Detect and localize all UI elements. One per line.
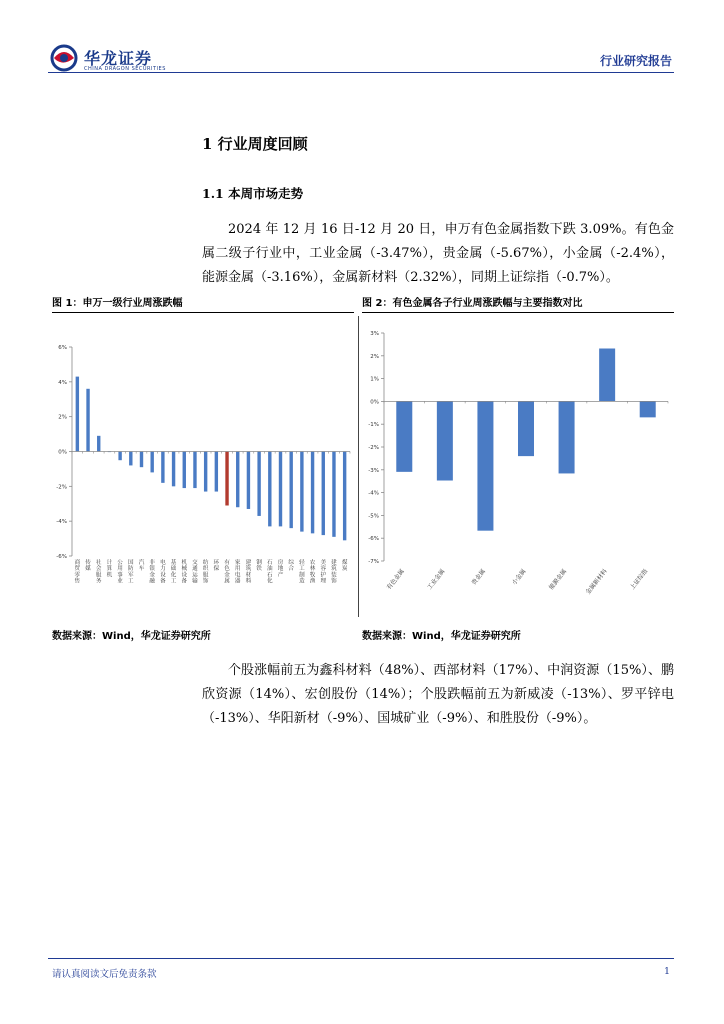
y-tick-label: -5% bbox=[368, 513, 379, 520]
y-tick-label: -3% bbox=[368, 467, 379, 474]
bar bbox=[257, 452, 260, 516]
bar bbox=[322, 452, 325, 536]
bar bbox=[172, 452, 175, 487]
page-number: 1 bbox=[664, 966, 671, 977]
x-category-label: 建筑装饰 bbox=[331, 560, 337, 585]
x-category-label: 交通运输 bbox=[192, 560, 198, 585]
dragon-logo-icon bbox=[48, 44, 80, 72]
y-tick-label: -6% bbox=[56, 554, 67, 560]
bar bbox=[279, 452, 282, 527]
x-category-label: 上证综指 bbox=[628, 567, 650, 592]
bar bbox=[140, 452, 143, 468]
y-tick-label: 0% bbox=[58, 449, 67, 456]
figure2-chart bbox=[362, 316, 674, 617]
figure1-chart bbox=[52, 316, 356, 617]
x-category-label: 商贸零售 bbox=[74, 560, 81, 585]
x-category-label: 纺织服饰 bbox=[202, 560, 209, 585]
x-category-label: 有色金属 bbox=[224, 560, 230, 585]
bar bbox=[300, 452, 303, 532]
x-category-label: 家用电器 bbox=[234, 560, 241, 585]
bar bbox=[311, 452, 314, 534]
logo-subtext: CHINA DRAGON SECURITIES bbox=[84, 66, 166, 72]
bar bbox=[76, 377, 79, 452]
disclaimer-note: 请认真阅读文后免责条款 bbox=[52, 969, 157, 980]
bar bbox=[396, 401, 412, 471]
x-category-label: 社会服务 bbox=[95, 560, 102, 585]
market-summary-paragraph: 2024 年 12 月 16 日-12 月 20 日，申万有色金属指数下跌 3.09%。有色金属二级子行业中，工业金属（-3.47%），贵金属（-5.67%），小金属（-2.4%），能源金属（-3.16%），金属新材料（2.32%），同期上证综指（-0.7%）。 bbox=[202, 222, 674, 285]
y-tick-label: 3% bbox=[370, 331, 379, 337]
x-category-label: 煤炭 bbox=[341, 560, 348, 573]
x-category-label: 能源金属 bbox=[547, 567, 569, 592]
company-logo bbox=[48, 44, 188, 74]
bar bbox=[204, 452, 207, 492]
x-category-label: 非银金融 bbox=[149, 560, 155, 585]
figure1-title-rule bbox=[52, 312, 354, 313]
section-title: 1 行业周度回顾 bbox=[202, 135, 308, 153]
figure1-source: 数据来源：Wind，华龙证券研究所 bbox=[52, 631, 211, 642]
bar bbox=[86, 389, 89, 452]
x-category-label: 贵金属 bbox=[470, 567, 488, 587]
subindustry-weekly-change-chart bbox=[362, 316, 674, 617]
figure-separator bbox=[358, 316, 359, 617]
bar bbox=[599, 349, 615, 402]
x-category-label: 汽车 bbox=[138, 560, 145, 573]
y-tick-label: -1% bbox=[368, 422, 379, 429]
bar bbox=[97, 436, 100, 452]
stock-movers-paragraph: 个股涨幅前五为鑫科材料（48%）、西部材料（17%）、中润资源（15%）、鹏欣资源（14%）、宏创股份（14%）；个股跌幅前五为新威凌（-13%）、罗平锌电（-13%）、华阳新材（-9%）、国城矿业（-9%）、和胜股份（-9%）。 bbox=[202, 663, 674, 726]
x-category-label: 美容护理 bbox=[320, 560, 327, 585]
bar bbox=[343, 452, 346, 541]
bar bbox=[477, 401, 493, 530]
x-category-label: 小金属 bbox=[510, 567, 528, 587]
y-tick-label: -7% bbox=[368, 559, 379, 565]
figure2-source: 数据来源：Wind，华龙证券研究所 bbox=[362, 631, 521, 642]
bar bbox=[247, 452, 250, 509]
bar bbox=[225, 452, 228, 506]
y-tick-label: -4% bbox=[56, 519, 67, 526]
y-tick-label: 2% bbox=[370, 353, 379, 360]
figure2-title: 图 2：有色金属各子行业周涨跌幅与主要指数对比 bbox=[362, 298, 583, 309]
bar bbox=[183, 452, 186, 489]
y-tick-label: -2% bbox=[56, 484, 67, 491]
x-category-label: 公用事业 bbox=[117, 560, 123, 585]
y-tick-label: -6% bbox=[368, 536, 379, 543]
x-category-label: 环保 bbox=[213, 560, 220, 573]
bar bbox=[437, 401, 453, 480]
x-category-label: 金属新材料 bbox=[584, 567, 609, 596]
x-category-label: 机械设备 bbox=[181, 560, 188, 585]
bar bbox=[332, 452, 335, 537]
bar bbox=[640, 401, 656, 417]
bar bbox=[289, 452, 292, 529]
bar bbox=[193, 452, 196, 489]
x-category-label: 电力设备 bbox=[160, 560, 166, 585]
x-category-label: 房地产 bbox=[277, 560, 284, 579]
page-header bbox=[0, 0, 724, 75]
footer-divider bbox=[48, 958, 674, 959]
x-category-label: 基础化工 bbox=[170, 560, 177, 585]
x-category-label: 综合 bbox=[288, 560, 294, 573]
bar bbox=[268, 452, 271, 527]
figure1-title: 图 1：申万一级行业周涨跌幅 bbox=[52, 298, 183, 309]
figure2-title-rule bbox=[362, 312, 674, 313]
y-tick-label: -2% bbox=[368, 445, 379, 451]
x-category-label: 传媒 bbox=[85, 560, 91, 573]
report-type: 行业研究报告 bbox=[599, 54, 672, 68]
x-category-label: 建筑材料 bbox=[245, 560, 252, 585]
x-category-label: 工业金属 bbox=[426, 567, 447, 592]
x-category-label: 有色金属 bbox=[385, 567, 406, 592]
x-category-label: 石油石化 bbox=[267, 560, 273, 585]
bar bbox=[150, 452, 153, 473]
bar bbox=[518, 401, 534, 456]
x-category-label: 农林牧渔 bbox=[309, 560, 316, 585]
y-tick-label: 1% bbox=[370, 376, 379, 383]
y-tick-label: 0% bbox=[370, 399, 379, 406]
section-subtitle: 1.1 本周市场走势 bbox=[202, 186, 304, 201]
industry-weekly-change-chart bbox=[52, 316, 356, 617]
header-divider bbox=[48, 72, 674, 73]
bar bbox=[215, 452, 218, 492]
bar bbox=[236, 452, 239, 508]
x-category-label: 计算机 bbox=[106, 560, 113, 579]
x-category-label: 轻工制造 bbox=[299, 560, 305, 585]
bar bbox=[129, 452, 132, 466]
x-category-label: 国防军工 bbox=[128, 560, 134, 585]
bar bbox=[161, 452, 164, 483]
bar bbox=[559, 401, 575, 473]
logo-text: 华龙证券 bbox=[84, 49, 153, 68]
bar bbox=[118, 452, 121, 461]
y-tick-label: 6% bbox=[58, 345, 67, 351]
x-category-label: 钢铁 bbox=[256, 560, 262, 573]
y-tick-label: -4% bbox=[368, 490, 379, 497]
y-tick-label: 2% bbox=[58, 414, 67, 421]
y-tick-label: 4% bbox=[58, 379, 67, 386]
